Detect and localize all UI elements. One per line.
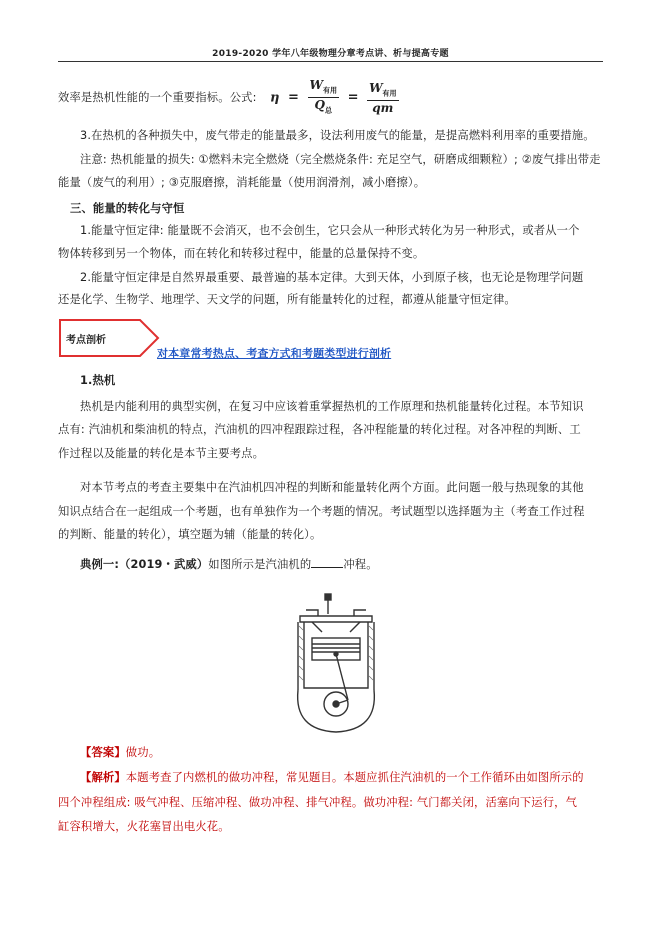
content-p1-line-2: 点有: 汽油机和柴油机的特点，汽油机的四冲程跟踪过程，各冲程能量的转化过程。对各冲程的判断、工: [58, 423, 581, 436]
content-p1-line-3: 作过程以及能量的转化是本节主要考点。: [58, 447, 265, 460]
answer-blank: [311, 556, 343, 568]
law-line-1: 1.能量守恒定律: 能量既不会消灭，也不会创生，它只会从一种形式转化为另一种形式，或者从一个: [80, 224, 580, 237]
engine-diagram-icon: [290, 592, 382, 734]
example-question: [80, 556, 630, 572]
formula-fraction-1: $\frac{W_{有用}}{Q_总}$: [309, 78, 337, 115]
answer-line: [80, 745, 630, 760]
example-label: 典例一:: [80, 558, 120, 571]
answer-tag: 【答案】: [80, 746, 126, 759]
law-line-2: 物体转移到另一个物体，而在转化和转移过程中，能量的总量保持不变。: [58, 247, 425, 260]
note-line-1: 注意: 热机能量的损失: ①燃料未完全燃烧（完全燃烧条件: 充足空气，研磨成细颗粒）; ②废气排出带走: [80, 153, 601, 166]
efficiency-formula: η = $\frac{W_{有用}}{Q_总}$ = $\frac{W_{有用}}{qm}$: [270, 78, 399, 118]
formula-fraction-2: $\frac{W_{有用}}{qm}$: [369, 80, 397, 116]
analysis-line-3: 缸容积增大，火花塞冒出电火花。: [58, 820, 230, 833]
badge-label: 考点剖析: [66, 335, 106, 346]
content-p2-line-1: 对本节考点的考查主要集中在汽油机四冲程的判断和能量转化两个方面。此问题一般与热现象的其他: [80, 481, 584, 494]
header-divider: [58, 61, 603, 62]
waste-paragraph: 3.在热机的各种损失中，废气带走的能量最多，设法利用废气的能量，是提高燃料利用率的重要措施。: [80, 129, 595, 142]
formula-eta: η: [270, 90, 280, 106]
page-header: 2019-2020 学年八年级物理分章考点讲、析与提高专题: [212, 49, 449, 59]
content-p2-line-2: 知识点结合在一起组成一个考题，也有单独作为一个考题的情况。考试题型以选择题为主（考查工作过程: [58, 505, 585, 518]
example-question-post: 冲程。: [343, 558, 378, 571]
content-p1-line-1: 热机是内能利用的典型实例，在复习中应该着重掌握热机的工作原理和热机能量转化过程。本节知识: [80, 400, 584, 413]
subsection-heading: 1.热机: [80, 374, 116, 387]
note-line-2: 能量（废气的利用）; ③克服磨擦，消耗能量（使用润滑剂，减小磨擦）。: [58, 176, 426, 189]
example-source: （2019・武威）: [119, 558, 209, 571]
law-line-3: 2.能量守恒定律是自然界最重要、最普遍的基本定律。大到天体，小到原子核，也无论是物理学问题: [80, 271, 584, 284]
formula-intro: 效率是热机性能的一个重要指标。公式:: [58, 91, 257, 104]
content-p2-line-3: 的判断、能量的转化），填空题为辅（能量的转化）。: [58, 528, 322, 541]
answer-text: 做功。: [125, 746, 161, 759]
badge-tagline: 对本章常考热点、考查方式和考题类型进行剖析: [157, 347, 392, 360]
analysis-line-1: 【解析】本题考查了内燃机的做功冲程，常见题目。本题应抓住汽油机的一个工作循环由如图所示的: [80, 771, 584, 784]
analysis-tag: 【解析】: [80, 771, 126, 784]
law-line-4: 还是化学、生物学、地理学、天文学的问题，所有能量转化的过程，都遵从能量守恒定律。: [58, 293, 516, 306]
analysis-line-2: 四个冲程组成: 吸气冲程、压缩冲程、做功冲程、排气冲程。做功冲程: 气门都关闭，活塞向下运行，气: [58, 796, 578, 809]
section-heading-3: 三、能量的转化与守恒: [70, 202, 185, 215]
example-question-pre: 如图所示是汽油机的: [208, 558, 312, 571]
